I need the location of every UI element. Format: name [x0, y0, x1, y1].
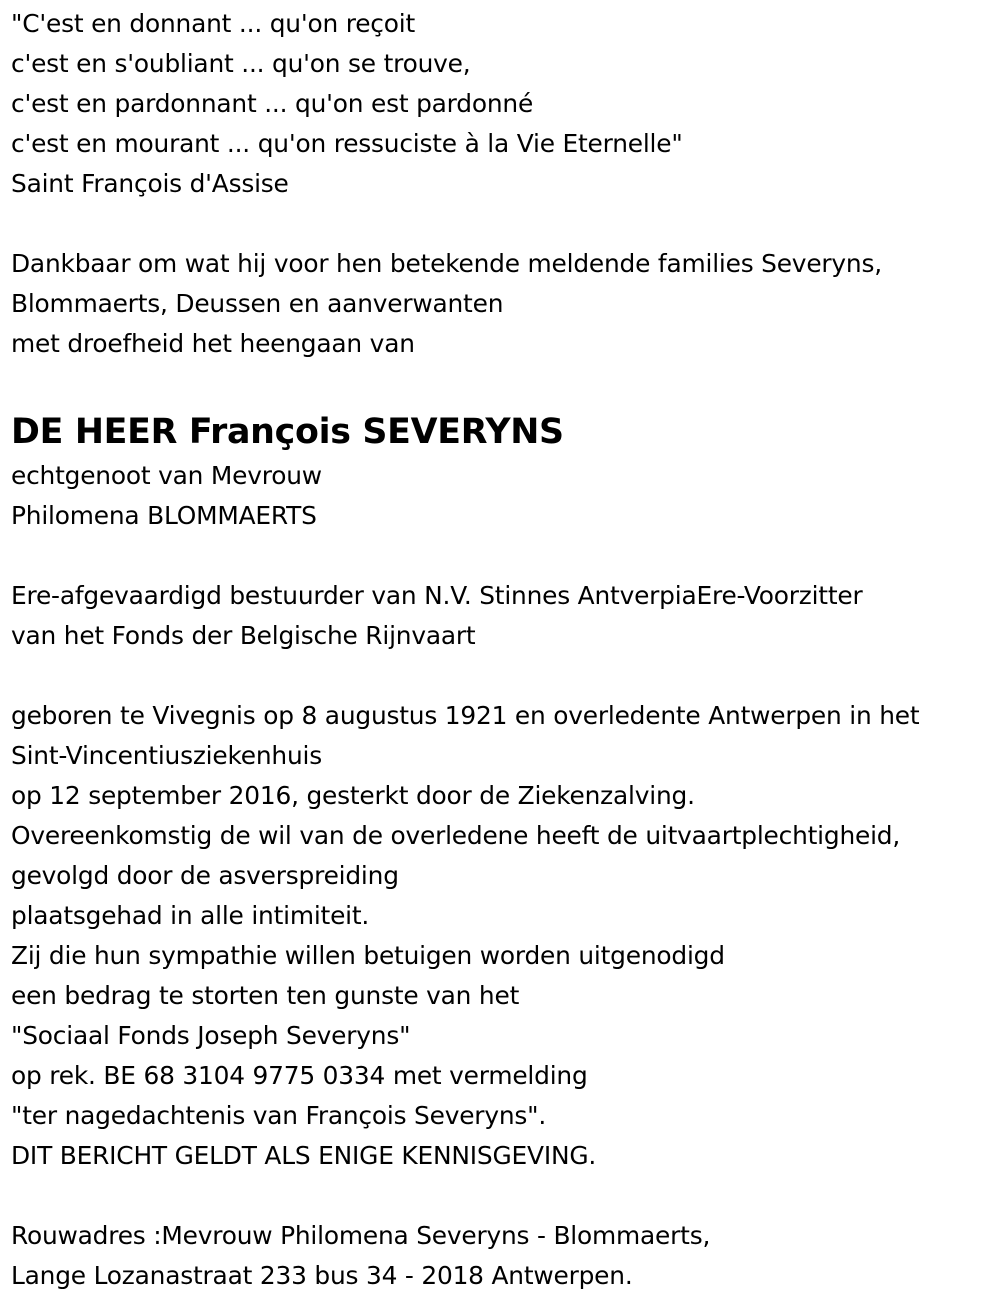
spacer	[11, 204, 1000, 244]
detail-line: "Sociaal Fonds Joseph Severyns"	[11, 1021, 411, 1050]
quote-line: "C'est en donnant ... qu'on reçoit	[11, 9, 416, 38]
titles-block	[11, 576, 1000, 656]
detail-line: "ter nagedachtenis van François Severyns".	[11, 1101, 547, 1130]
address-block	[11, 1216, 1000, 1296]
spouse-line: Philomena BLOMMAERTS	[11, 501, 317, 530]
spacer	[11, 536, 1000, 576]
detail-line: plaatsgehad in alle intimiteit.	[11, 901, 370, 930]
title-line: Ere-afgevaardigd bestuurder van N.V. Stinnes AntverpiaEre-Voorzitter	[11, 581, 863, 610]
intro-line: Dankbaar om wat hij voor hen betekende meldende families Severyns,	[11, 249, 882, 278]
title-line: van het Fonds der Belgische Rijnvaart	[11, 621, 476, 650]
spacer	[11, 1176, 1000, 1216]
quote-line: c'est en mourant ... qu'on ressuciste à la Vie Eternelle"	[11, 129, 683, 158]
intro-line: met droefheid het heengaan van	[11, 329, 415, 358]
detail-line: gevolgd door de asverspreiding	[11, 861, 399, 890]
detail-line: een bedrag te storten ten gunste van het	[11, 981, 520, 1010]
quote-block	[11, 4, 1000, 204]
quote-line: c'est en s'oubliant ... qu'on se trouve,	[11, 49, 471, 78]
deceased-name: DE HEER François SEVERYNS	[11, 412, 564, 452]
details-block	[11, 696, 1000, 1176]
notice-statement: DIT BERICHT GELDT ALS ENIGE KENNISGEVING.	[11, 1141, 597, 1170]
bank-account-line: op rek. BE 68 3104 9775 0334 met vermelding	[11, 1061, 588, 1090]
quote-line: c'est en pardonnant ... qu'on est pardonné	[11, 89, 534, 118]
spouse-block	[11, 456, 1000, 536]
quote-attribution: Saint François d'Assise	[11, 169, 289, 198]
spacer	[11, 656, 1000, 696]
detail-line: geboren te Vivegnis op 8 augustus 1921 en overledente Antwerpen in het	[11, 701, 920, 730]
address-line: Rouwadres :Mevrouw Philomena Severyns - Blommaerts,	[11, 1221, 711, 1250]
spacer	[11, 364, 1000, 406]
detail-line: op 12 september 2016, gesterkt door de Ziekenzalving.	[11, 781, 695, 810]
detail-line: Sint-Vincentiusziekenhuis	[11, 741, 322, 770]
address-line: Lange Lozanastraat 233 bus 34 - 2018 Antwerpen.	[11, 1261, 633, 1290]
spouse-line: echtgenoot van Mevrouw	[11, 461, 322, 490]
detail-line: Zij die hun sympathie willen betuigen worden uitgenodigd	[11, 941, 725, 970]
intro-line: Blommaerts, Deussen en aanverwanten	[11, 289, 504, 318]
intro-block	[11, 244, 1000, 364]
detail-line: Overeenkomstig de wil van de overledene heeft de uitvaartplechtigheid,	[11, 821, 901, 850]
